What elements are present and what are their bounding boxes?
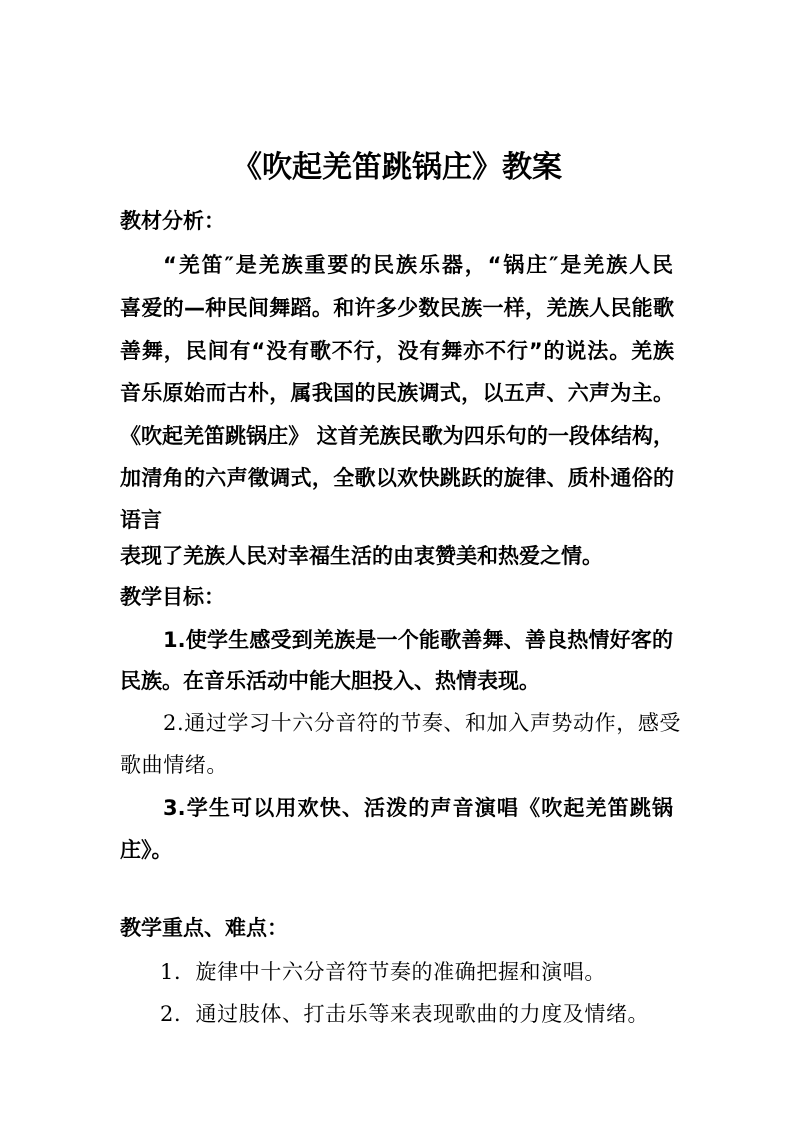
analysis-line: 音乐原始而古朴，属我国的民族调式，以五声、六声为主。	[120, 381, 674, 405]
analysis-line: 《吹起羌笛跳锅庄》 这首羌族民歌为四乐句的一段体结构，	[120, 424, 674, 448]
analysis-line: 加清角的六声徵调式，全歌以欢快跳跃的旋律、质朴通俗的	[120, 466, 674, 490]
document-title: 《吹起羌笛跳锅庄》教案	[232, 150, 562, 185]
goal-line: 民族。在音乐活动中能大胆投入、热情表现。	[120, 669, 540, 693]
section-heading-goals: 教学目标：	[120, 585, 225, 609]
analysis-line: 喜爱的—种民间舞蹈。和许多少数民族一样，羌族人民能歌	[120, 296, 674, 320]
goal-line: 歌曲情绪。	[120, 753, 228, 777]
section-heading-analysis: 教材分析：	[120, 209, 225, 233]
section-heading-keypoints: 教学重点、难点：	[120, 916, 288, 940]
analysis-line: 善舞，民间有“没有歌不行，没有舞亦不行”的说法。羌族	[120, 339, 674, 363]
goal-line: 3.学生可以用欢快、活泼的声音演唱《吹起羌笛跳锅	[163, 796, 673, 820]
goal-line: 庄》。	[120, 838, 173, 862]
analysis-line: 语言	[120, 508, 162, 532]
goal-line: 2.通过学习十六分音符的节奏、和加入声势动作，感受	[163, 711, 682, 735]
keypoint-line: 2．通过肢体、打击乐等来表现歌曲的力度及情绪。	[160, 1002, 650, 1026]
goal-line: 1.使学生感受到羌族是一个能歌善舞、善良热情好客的	[163, 628, 673, 652]
analysis-line: 表现了羌族人民对幸福生活的由衷赞美和热爱之情。	[120, 544, 603, 568]
keypoint-line: 1．旋律中十六分音符节奏的准确把握和演唱。	[160, 960, 606, 984]
analysis-line: “羌笛″是羌族重要的民族乐器，“锅庄″是羌族人民	[163, 253, 673, 277]
